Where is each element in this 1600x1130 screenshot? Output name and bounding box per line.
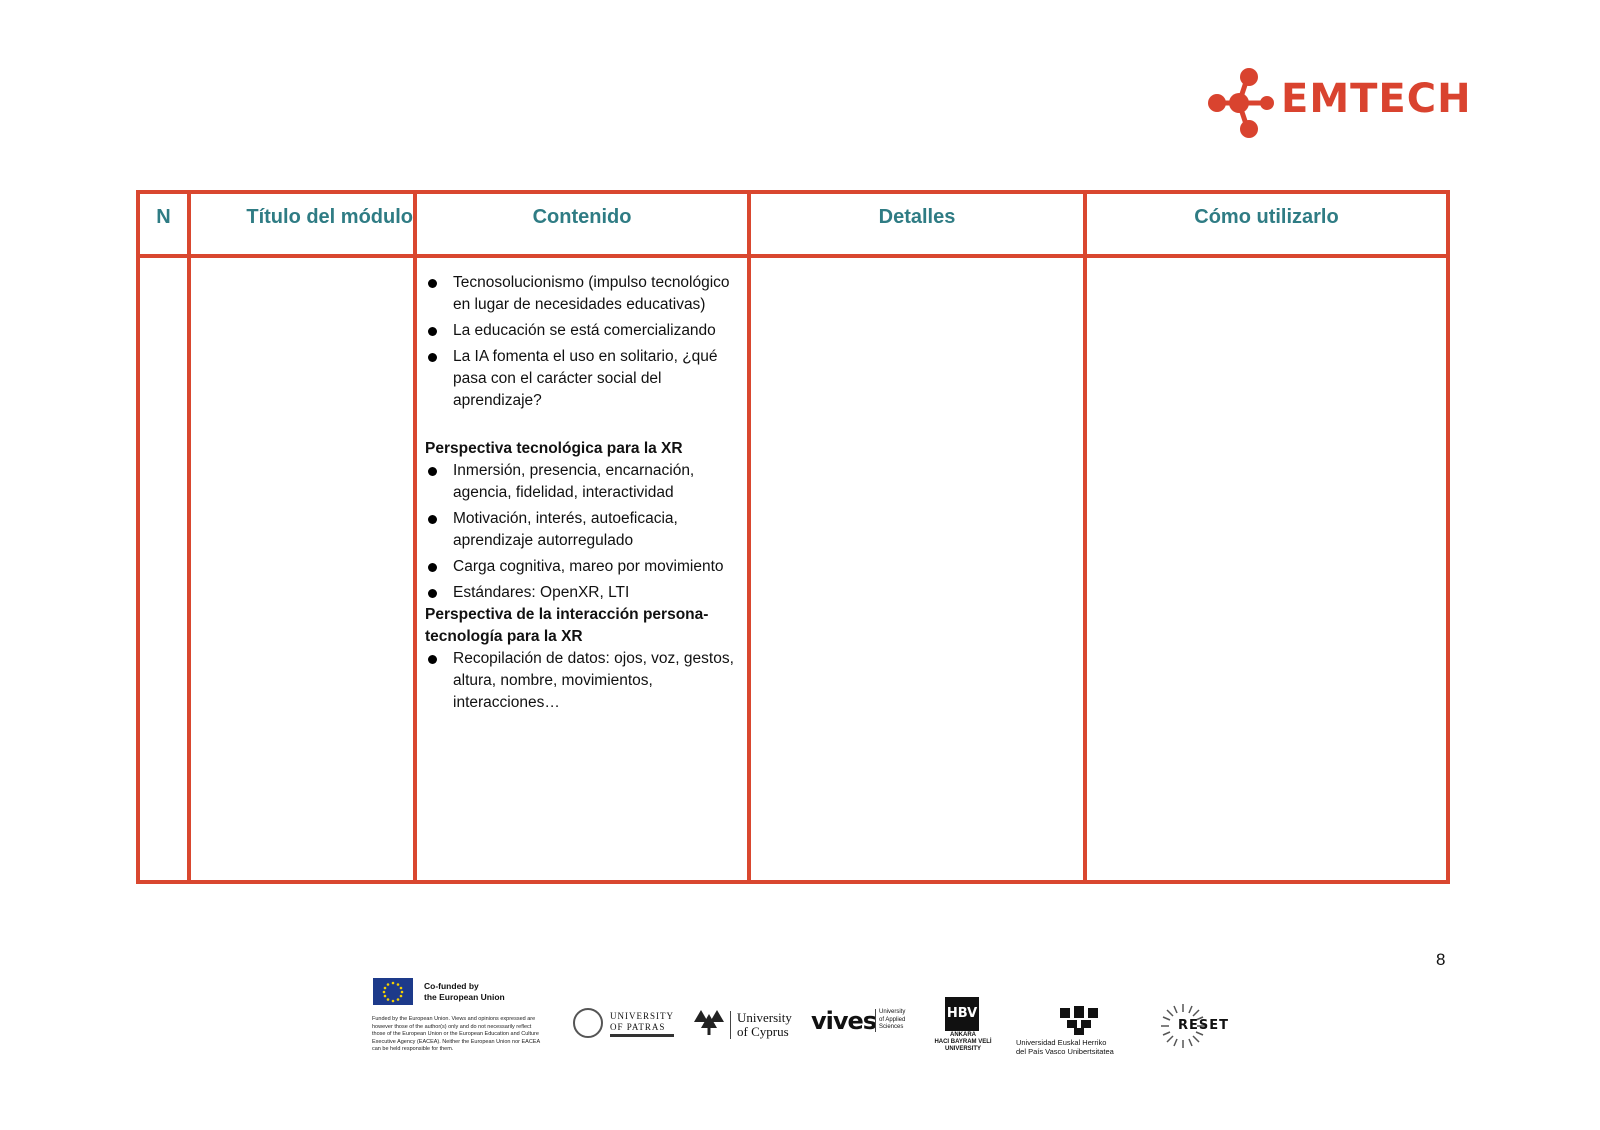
patras-logo-text: UNIVERSITY OF PATRAS (610, 1011, 674, 1037)
cell-content (415, 256, 749, 882)
list-item: Inmersión, presencia, encarnación, agencia, fidelidad, interactividad (425, 460, 741, 504)
header-n: N (138, 192, 189, 256)
eu-cofunded-label: Co-funded by the European Union (424, 981, 505, 1002)
reset-logo-text: RESET (1178, 1018, 1230, 1033)
header-title: Título del módulo (189, 192, 415, 256)
hbv-logo-icon: HBV (945, 997, 979, 1031)
cyprus-tree-icon (693, 1008, 725, 1036)
table-header-row (138, 192, 1448, 256)
cell-n (138, 256, 189, 882)
table-row (138, 256, 1448, 882)
tech-list (425, 460, 741, 604)
section-heading-hci: Perspectiva de la interacción persona-tecnología para la XR (425, 606, 709, 645)
patras-seal-icon (573, 1008, 603, 1038)
cell-details (749, 256, 1085, 882)
logo-text: EMTECH (1281, 76, 1472, 122)
intro-list (425, 272, 741, 412)
emtech-molecule-icon (1205, 66, 1281, 142)
list-item: Tecnosolucionismo (impulso tecnológico en lugar de necesidades educativas) (425, 272, 741, 316)
module-table (136, 190, 1450, 884)
eu-disclaimer: Funded by the European Union. Views and opinions expressed are however those of the author(s) only and do not necessarily reflect those of the European Union or the European Education and Culture Executive Agency (EACEA). Neither the European Union nor EACEA can be held responsible for them. (372, 1016, 540, 1052)
cell-title (189, 256, 415, 882)
vives-subtitle: University of Applied Sciences (875, 1009, 905, 1032)
section-heading-tech: Perspectiva tecnológica para la XR (425, 440, 683, 457)
header-how: Cómo utilizarlo (1085, 192, 1448, 256)
list-item: Estándares: OpenXR, LTI (425, 582, 741, 604)
vives-logo-text: vives (811, 1007, 877, 1035)
list-item: La IA fomenta el uso en solitario, ¿qué pasa con el carácter social del aprendizaje? (425, 346, 741, 412)
eu-flag-icon (373, 978, 413, 1005)
ehu-logo-text: Universidad Euskal Herriko del País Vasco Unibertsitatea (1016, 1038, 1114, 1056)
header-content: Contenido (415, 192, 749, 256)
ehu-emblem-icon (1058, 1004, 1100, 1036)
list-item: Motivación, interés, autoeficacia, aprendizaje autorregulado (425, 508, 741, 552)
list-item: Recopilación de datos: ojos, voz, gestos, altura, nombre, movimientos, interacciones… (425, 648, 741, 714)
header-details: Detalles (749, 192, 1085, 256)
list-item: Carga cognitiva, mareo por movimiento (425, 556, 741, 578)
hci-list (425, 648, 741, 714)
emtech-logo (1205, 66, 1475, 142)
cyprus-logo-text: University of Cyprus (730, 1011, 792, 1039)
hbv-logo-text: ANKARA HACI BAYRAM VELİ UNIVERSITY (934, 1032, 992, 1052)
page-number: 8 (1436, 950, 1446, 969)
cell-how (1085, 256, 1448, 882)
list-item: La educación se está comercializando (425, 320, 741, 342)
